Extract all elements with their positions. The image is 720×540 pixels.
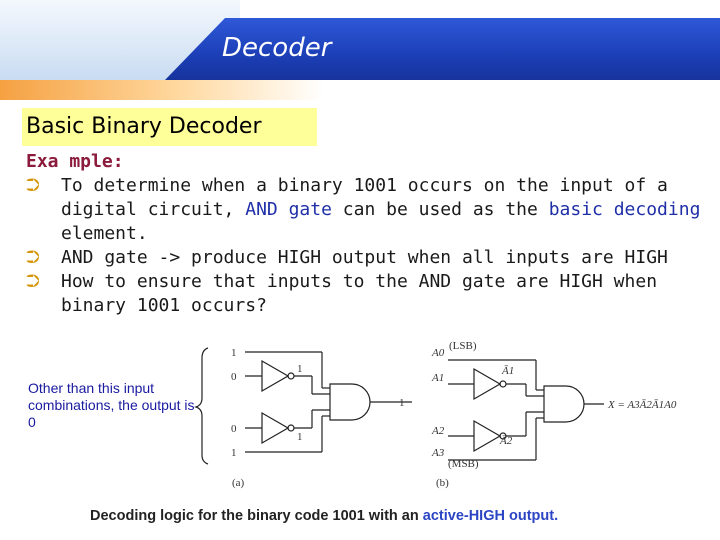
bullet-line: AND gate -> produce HIGH output when all inputs are HIGH <box>61 247 668 268</box>
highlight-basic-decoding: basic decoding <box>548 199 701 220</box>
input-value: 0 <box>231 371 237 383</box>
input-label: A3 <box>432 447 445 459</box>
figure-caption: Decoding logic for the binary code 1001 with an active-HIGH output. <box>90 508 559 524</box>
caption-highlight: active-HIGH output. <box>422 508 559 524</box>
inverter-output-value: 1 <box>297 431 303 443</box>
input-value: 1 <box>231 347 237 359</box>
lsb-label: (LSB) <box>449 340 477 352</box>
section-subtitle: Basic Binary Decoder <box>22 108 317 146</box>
and-gate <box>544 386 584 422</box>
inverter-output-value: 1 <box>297 363 303 375</box>
output-expression: X = A3Ā2Ā1A0 <box>608 399 677 411</box>
input-value: 0 <box>231 423 237 435</box>
example-label: Exa mple: <box>26 151 124 172</box>
input-label: A1 <box>432 372 445 384</box>
inverter-output-label: Ā2 <box>500 435 513 447</box>
slide-title: Decoder <box>222 33 332 63</box>
output-value: 1 <box>399 397 405 409</box>
input-label: A0 <box>432 347 445 359</box>
figure-label-a: (a) <box>232 477 245 489</box>
callout-note: Other than this input combinations, the output is 0 <box>28 380 195 430</box>
inverter-gate <box>262 413 288 443</box>
bullet-line: How to ensure that inputs to the AND gate are HIGH when <box>61 271 658 292</box>
inverter-output-label: Ā1 <box>502 365 515 377</box>
figure-label-b: (b) <box>436 477 449 489</box>
msb-label: (MSB) <box>448 458 479 470</box>
bullet-arrow-icon: ⮊ <box>26 175 40 196</box>
input-label: A2 <box>432 425 445 437</box>
bullet-line: binary 1001 occurs? <box>61 295 267 316</box>
inverter-gate <box>474 369 500 399</box>
inverter-gate <box>262 361 288 391</box>
and-gate <box>330 384 370 420</box>
bullet-line: element. <box>61 223 148 244</box>
bullet-line: To determine when a binary 1001 occurs on the input of a <box>61 175 668 196</box>
highlight-and-gate: AND gate <box>245 199 332 220</box>
input-value: 1 <box>231 447 237 459</box>
bullet-line: digital circuit, AND gate can be used as the basic decoding <box>61 199 701 220</box>
bullet-arrow-icon: ⮊ <box>26 247 40 268</box>
inverter-gate <box>474 421 500 451</box>
bullet-arrow-icon: ⮊ <box>26 271 40 292</box>
